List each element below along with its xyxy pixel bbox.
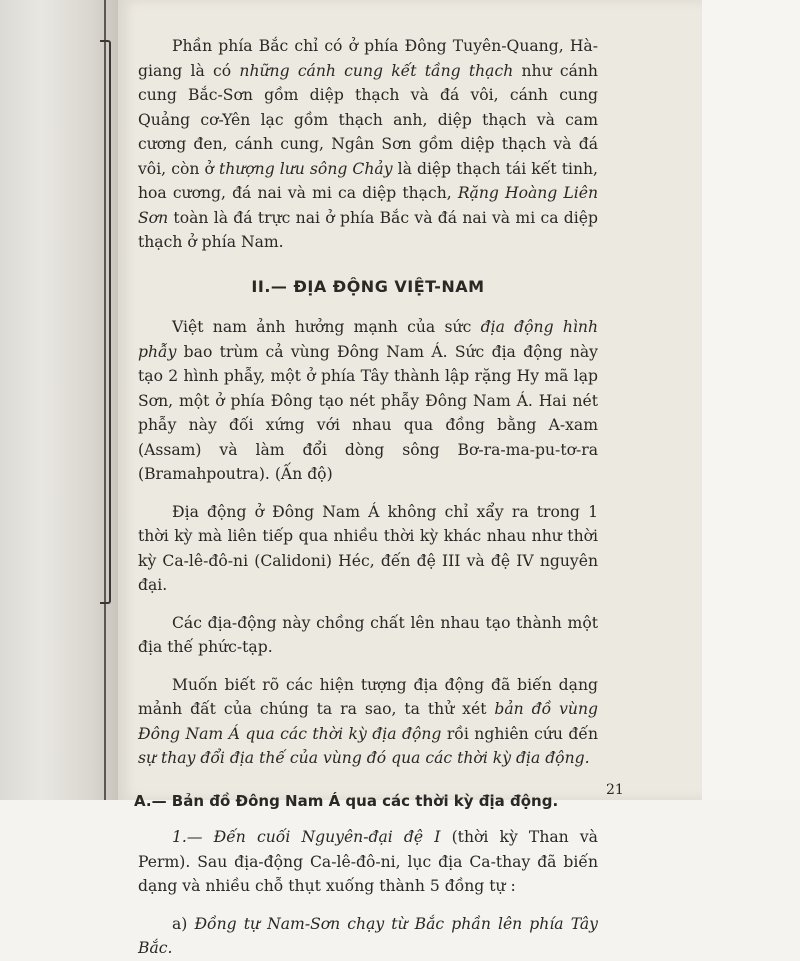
subsection-heading: A.— Bản đồ Đông Nam Á qua các thời kỳ địa động. <box>134 791 559 810</box>
italic-run: Rặng Hoàng Liên Sơn <box>138 184 598 227</box>
paragraph-1 <box>138 34 598 255</box>
binding-bracket <box>100 40 111 604</box>
section-heading: II.— ĐỊA ĐỘNG VIỆT-NAM <box>251 276 485 296</box>
italic-run: bản đồ vùng Đông Nam Á qua các thời kỳ địa động <box>138 700 598 743</box>
page-text <box>134 34 598 961</box>
paragraph-2 <box>138 315 598 487</box>
page-number: 21 <box>606 782 624 798</box>
italic-run: 1.— Đến cuối Nguyên-đại đệ I <box>172 828 441 846</box>
text-run: Phần phía Bắc chỉ có ở phía Đông Tuyên-Quang, Hà-giang là có <box>138 37 598 80</box>
italic-run: những cánh cung kết tầng thạch <box>239 61 514 80</box>
italic-run: sự thay đổi địa thế của vùng đó qua các thời kỳ địa động. <box>138 749 590 767</box>
text-run: Việt nam ảnh hưởng mạnh của sức <box>172 318 481 336</box>
italic-run: địa động hình phẫy <box>138 318 598 361</box>
italic-run: Đồng tự Nam-Sơn chạy từ Bắc phần lên phía Tây Bắc. <box>138 914 598 957</box>
text-run: bao trùm cả vùng Đông Nam Á. Sức địa động này tạo 2 hình phẫy, một ở phía Tây thành lập rặng Hy mã lạp Sơn, một ở phía Đông tạo nét phẫy Đông Nam Á. Hai nét phẫy này đối xứng với nhau qua đồng bằng A-xam (Assam) và làm đổi dòng sông Bơ-ra-ma-pu-tơ-ra (Bramahpoutra). (Ấn độ) <box>138 342 598 483</box>
italic-run: thượng lưu sông Chảy <box>218 159 393 178</box>
text-run: (thời kỳ Than và Perm). Sau địa-động Ca-lê-đô-ni, lục địa Ca-thay đã biến dạng và nhiều chỗ thụt xuống thành 5 đồng tự : <box>138 828 598 895</box>
paragraph-6 <box>138 825 598 899</box>
page-edge-background <box>702 0 800 800</box>
text-run: toàn là đá trực nai ở phía Bắc và đá nai và mi ca diệp thạch ở phía Nam. <box>138 208 598 251</box>
text-run: rồi nghiên cứu đến <box>441 724 598 743</box>
text-run: a) <box>172 914 195 933</box>
paragraph-3: Địa động ở Đông Nam Á không chỉ xẩy ra trong 1 thời kỳ mà liên tiếp qua nhiều thời kỳ khác nhau như thời kỳ Ca-lê-đô-ni (Calidoni) Héc, đến đệ III và đệ IV nguyên đại. <box>138 502 598 594</box>
text-run: Muốn biết rõ các hiện tượng địa động đã biến dạng mảnh đất của chúng ta ra sao, ta thử xét <box>138 675 598 718</box>
paragraph-7 <box>138 912 598 961</box>
paragraph-5 <box>138 673 598 771</box>
paragraph-4: Các địa-động này chồng chất lên nhau tạo thành một địa thế phức-tạp. <box>138 613 598 656</box>
text-run: là diệp thạch tái kết tinh, hoa cương, đá nai và mi ca diệp thạch, <box>138 159 598 202</box>
text-run: như cánh cung Bắc-Sơn gồm diệp thạch và đá vôi, cánh cung Quảng cơ-Yên lạc gồm thạch anh, diệp thạch và cam cương đen, cánh cung, Ngân Sơn gồm diệp thạch và đá vôi, còn ở <box>138 61 598 178</box>
